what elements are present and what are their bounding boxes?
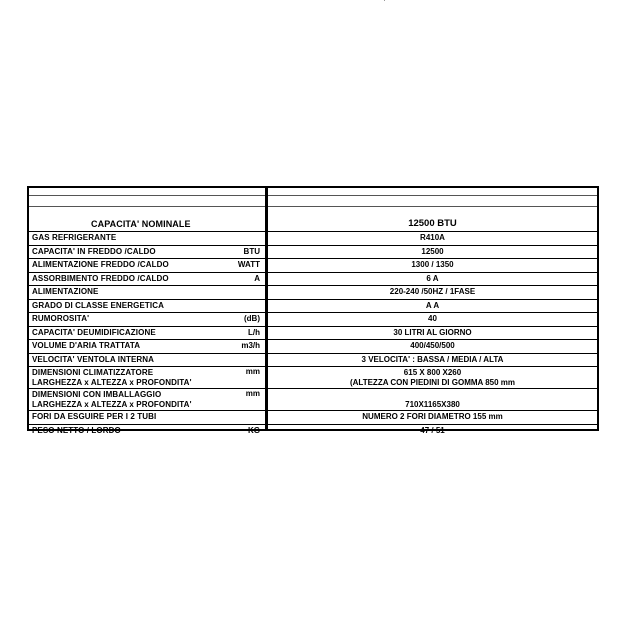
row-unit: mm — [245, 389, 260, 398]
row-label: VOLUME D'ARIA TRATTATA — [32, 341, 141, 350]
table-row — [29, 312, 597, 326]
row-unit: (dB) — [244, 314, 260, 323]
row-value: 30 LITRI AL GIORNO — [393, 327, 472, 337]
row-unit: A — [254, 273, 260, 283]
row-value: 6 A — [426, 273, 439, 283]
row-label-line: LARGHEZZA x ALTEZZA x PROFONDITA' — [32, 400, 192, 409]
row-label: ALIMENTAZIONE — [32, 287, 99, 296]
spec-sheet — [27, 186, 599, 435]
header-label: CAPACITA' NOMINALE — [91, 219, 191, 229]
row-unit: mm — [245, 367, 260, 376]
table-row — [29, 339, 597, 353]
row-label — [32, 368, 192, 388]
row-unit: m3/h — [241, 341, 260, 350]
row-label: PESO NETTO / LORDO — [32, 425, 121, 435]
row-label: RUMOROSITA' — [32, 314, 90, 323]
table-row — [29, 285, 597, 299]
row-label — [32, 390, 192, 410]
row-value: R410A — [420, 233, 445, 242]
table-row — [29, 258, 597, 272]
upper-rule — [29, 206, 597, 207]
row-unit: KG — [248, 425, 260, 435]
row-value — [268, 368, 597, 388]
row-label: CAPACITA' DEUMIDIFICAZIONE — [32, 327, 156, 337]
table-row — [29, 245, 597, 259]
row-value: 12500 — [421, 246, 444, 256]
row-value: 47 / 51 — [420, 425, 445, 435]
row-value: A A — [425, 300, 440, 310]
row-label: CAPACITA' IN FREDDO /CALDO — [32, 246, 156, 256]
table-row — [29, 299, 597, 313]
row-value: 400/450/500 — [410, 341, 455, 350]
table-row — [29, 410, 597, 424]
row-label: ASSORBIMENTO FREDDO /CALDO — [32, 273, 169, 283]
row-unit: BTU — [243, 246, 260, 256]
row-unit: WATT — [237, 260, 260, 269]
scan-speck — [384, 0, 385, 1]
row-value — [268, 390, 597, 410]
table-header-row — [29, 215, 597, 231]
row-label-line: DIMENSIONI CON IMBALLAGGIO — [32, 390, 162, 399]
row-label: GRADO DI CLASSE ENERGETICA — [32, 300, 164, 310]
row-value: 40 — [428, 314, 437, 323]
header-value: 12500 BTU — [408, 218, 457, 229]
table-row — [29, 231, 597, 245]
top-rule — [29, 195, 597, 196]
table-row — [29, 326, 597, 340]
row-label: ALIMENTAZIONE FREDDO /CALDO — [32, 260, 169, 269]
row-value: 3 VELOCITA' : BASSA / MEDIA / ALTA — [361, 354, 504, 364]
row-value-line: 710X1165X380 — [405, 400, 460, 409]
table-row — [29, 353, 597, 367]
table-row — [29, 388, 597, 410]
row-value: 220-240 /50HZ / 1FASE — [389, 287, 476, 296]
row-value-line: (ALTEZZA CON PIEDINI DI GOMMA 850 mm — [349, 378, 516, 387]
row-label: GAS REFRIGERANTE — [32, 233, 117, 242]
row-label-line: LARGHEZZA x ALTEZZA x PROFONDITA' — [32, 378, 192, 387]
table-row — [29, 272, 597, 286]
row-unit: L/h — [248, 327, 260, 337]
table-row — [29, 366, 597, 388]
row-label: VELOCITA' VENTOLA INTERNA — [32, 354, 155, 364]
row-label-line: DIMENSIONI CLIMATIZZATORE — [32, 368, 154, 377]
row-value-line: 615 X 800 X260 — [403, 368, 462, 377]
row-value: NUMERO 2 FORI DIAMETRO 155 mm — [362, 412, 503, 421]
table-row — [29, 424, 597, 438]
row-value: 1300 / 1350 — [411, 260, 454, 269]
spec-table — [29, 215, 597, 437]
row-label: FORI DA ESGUIRE PER I 2 TUBI — [32, 412, 157, 421]
